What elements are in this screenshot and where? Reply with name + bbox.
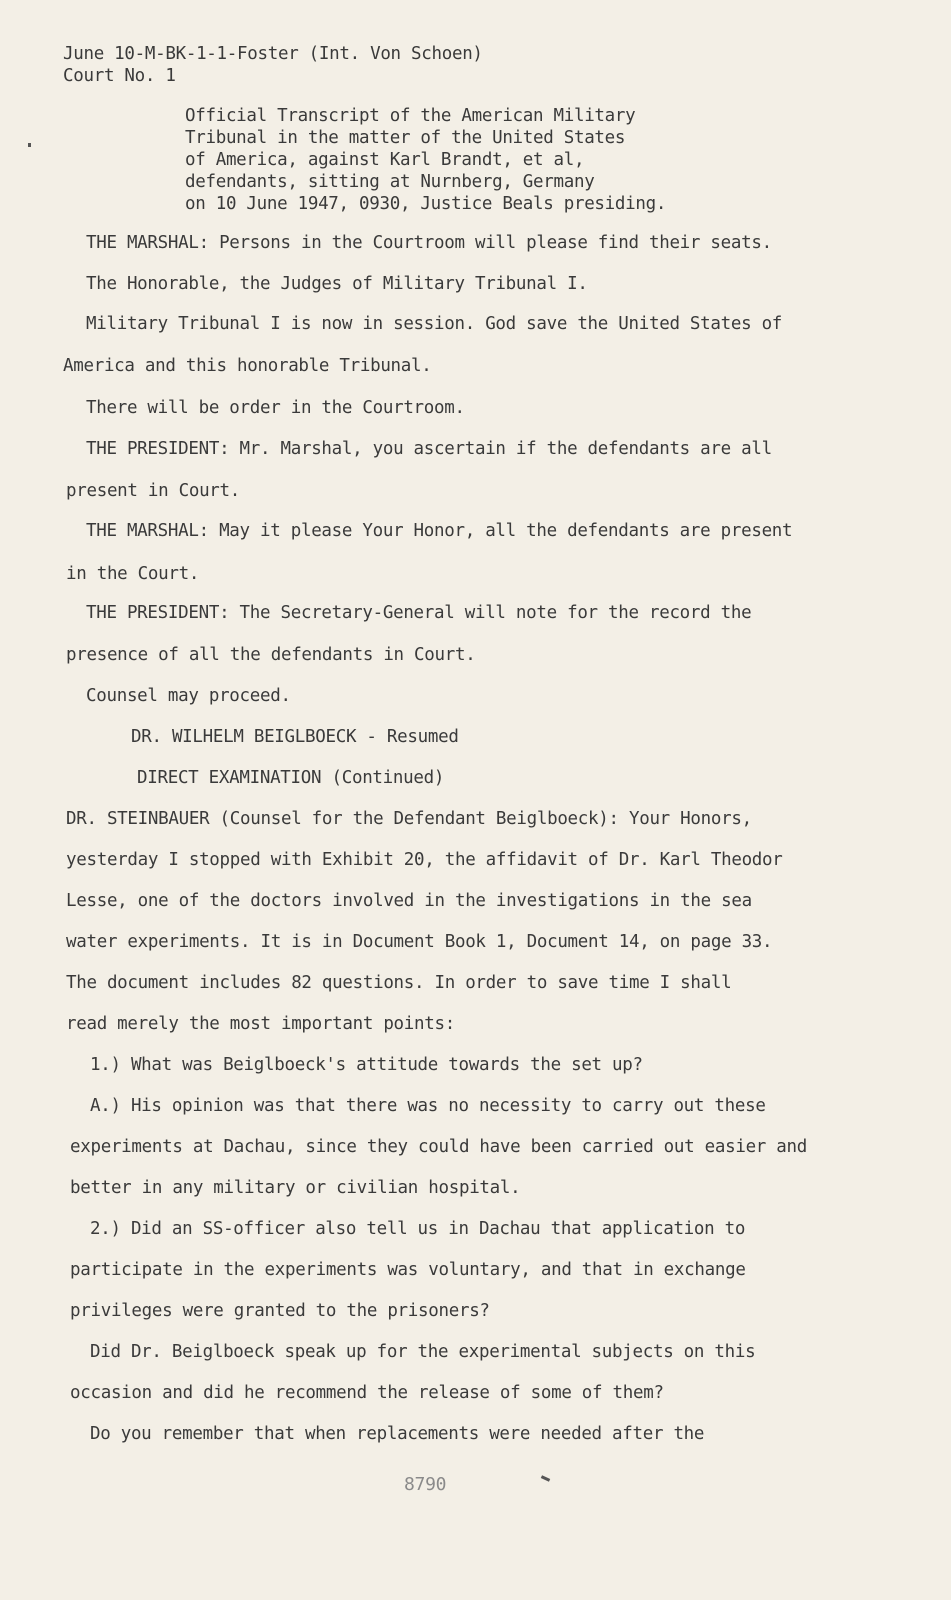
caption-line: defendants, sitting at Nurnberg, Germany [185, 172, 595, 192]
header-line-1: June 10-M-BK-1-1-Foster (Int. Von Schoen) [63, 44, 483, 64]
transcript-line: Lesse, one of the doctors involved in the investigations in the sea [66, 891, 752, 911]
transcript-line: THE PRESIDENT: Mr. Marshal, you ascertain if the defendants are all [86, 439, 772, 459]
witness-heading: DR. WILHELM BEIGLBOECK - Resumed [131, 727, 459, 747]
examination-heading: DIRECT EXAMINATION (Continued) [137, 768, 445, 788]
caption-line: Official Transcript of the American Military [185, 106, 636, 126]
transcript-line: yesterday I stopped with Exhibit 20, the affidavit of Dr. Karl Theodor [66, 850, 783, 870]
transcript-line: The document includes 82 questions. In order to save time I shall [66, 973, 732, 993]
transcript-line: water experiments. It is in Document Book 1, Document 14, on page 33. [66, 932, 773, 952]
transcript-line: There will be order in the Courtroom. [86, 398, 465, 418]
transcript-line: presence of all the defendants in Court. [66, 645, 476, 665]
question-line: 2.) Did an SS-officer also tell us in Dachau that application to [90, 1219, 746, 1239]
transcript-line: experiments at Dachau, since they could have been carried out easier and [70, 1137, 807, 1157]
caption-line: on 10 June 1947, 0930, Justice Beals presiding. [185, 194, 667, 214]
transcript-line: Did Dr. Beiglboeck speak up for the experimental subjects on this [90, 1342, 756, 1362]
transcript-line: occasion and did he recommend the release of some of them? [70, 1383, 664, 1403]
transcript-line: THE PRESIDENT: The Secretary-General will note for the record the [86, 603, 752, 623]
transcript-line: America and this honorable Tribunal. [63, 356, 432, 376]
transcript-line: THE MARSHAL: May it please Your Honor, all the defendants are present [86, 521, 793, 541]
transcript-line: DR. STEINBAUER (Counsel for the Defendant Beiglboeck): Your Honors, [66, 809, 752, 829]
transcript-line: Military Tribunal I is now in session. God save the United States of [86, 314, 783, 334]
transcript-line: Do you remember that when replacements were needed after the [90, 1424, 705, 1444]
transcript-line: present in Court. [66, 481, 241, 501]
transcript-line: participate in the experiments was voluntary, and that in exchange [70, 1260, 746, 1280]
transcript-line: in the Court. [66, 564, 200, 584]
ink-speck [28, 143, 31, 147]
caption-line: Tribunal in the matter of the United States [185, 128, 626, 148]
header-line-2: Court No. 1 [63, 66, 176, 86]
page-number: 8790 [404, 1474, 447, 1495]
question-line: 1.) What was Beiglboeck's attitude towards the set up? [90, 1055, 643, 1075]
transcript-line: The Honorable, the Judges of Military Tribunal I. [86, 274, 588, 294]
ink-speck [541, 1475, 550, 1482]
caption-line: of America, against Karl Brandt, et al, [185, 150, 585, 170]
transcript-line: Counsel may proceed. [86, 686, 291, 706]
transcript-line: better in any military or civilian hospital. [70, 1178, 521, 1198]
transcript-line: THE MARSHAL: Persons in the Courtroom will please find their seats. [86, 233, 772, 253]
transcript-line: read merely the most important points: [66, 1014, 455, 1034]
answer-line: A.) His opinion was that there was no necessity to carry out these [90, 1096, 766, 1116]
transcript-line: privileges were granted to the prisoners? [70, 1301, 490, 1321]
